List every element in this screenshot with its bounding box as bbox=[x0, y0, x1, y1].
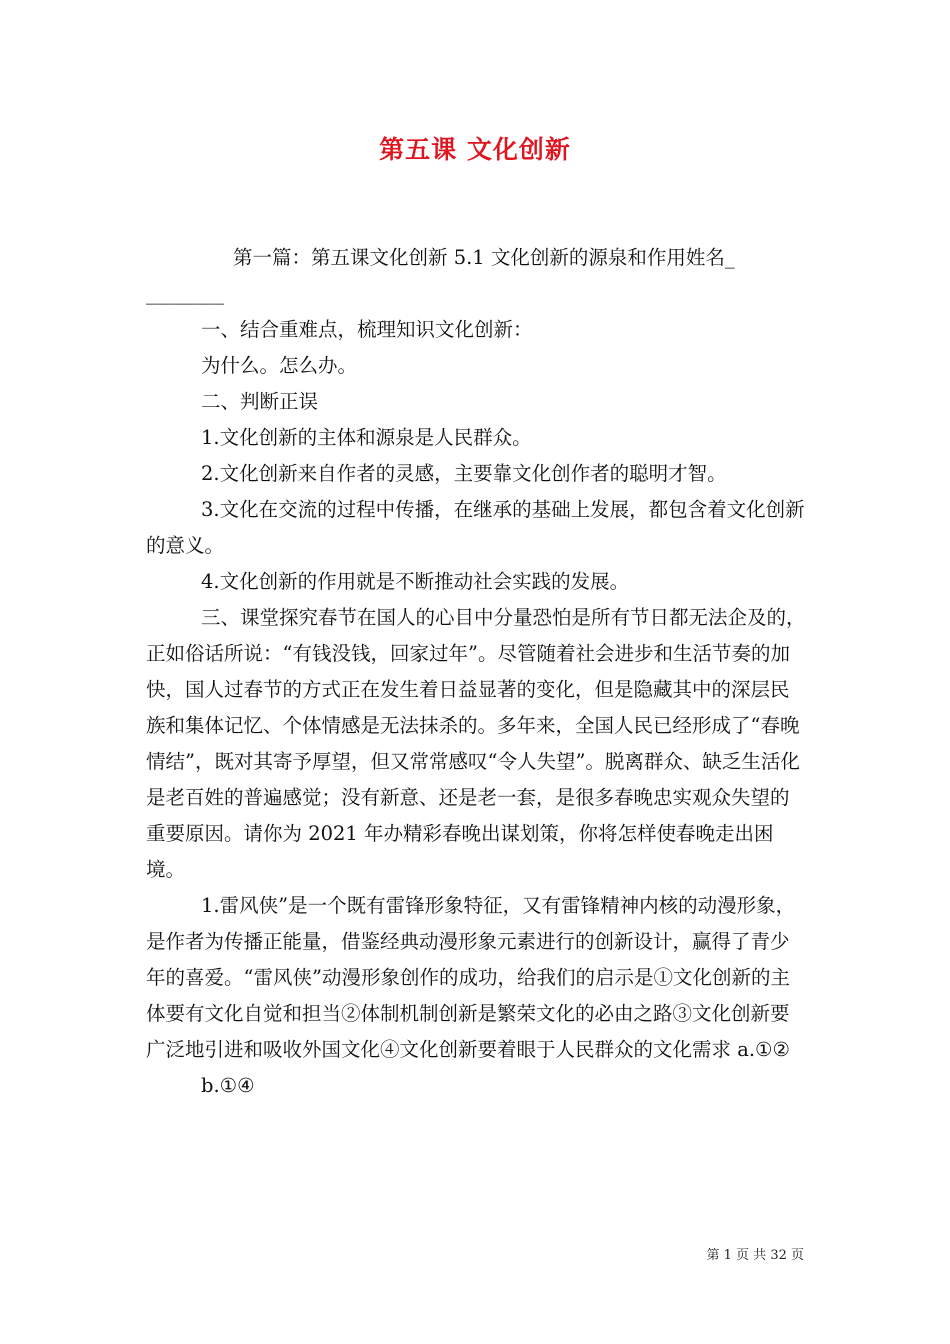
paragraph-section-three: 三、课堂探究春节在国人的心目中分量恐怕是所有节日都无法企及的，正如俗话所说：“有钱没钱，回家过年”。尽管随着社会进步和生活节奏的加快，国人过春节的方式正在发生着日益显著的变化，但是隐藏其中的深层民族和集体记忆、个体情感是无法抹杀的。多年来，全国人民已经形成了“春晚情结”，既对其寄予厚望，但又常常感叹“令人失望”。脱离群众、缺乏生活化是老百姓的普遍感觉；没有新意、还是老一套，是很多春晚忠实观众失望的重要原因。请你为 2021 年办精彩春晚出谋划策，你将怎样使春晚走出困境。 bbox=[146, 606, 806, 881]
paragraph-why-how: 为什么。怎么办。 bbox=[201, 354, 358, 377]
paragraph-item-4: 4.文化创新的作用就是不断推动社会实践的发展。 bbox=[201, 570, 630, 593]
paragraph-question-1: 1.雷风侠”是一个既有雷锋形象特征，又有雷锋精神内核的动漫形象，是作者为传播正能量，借鉴经典动漫形象元素进行的创新设计，赢得了青少年的喜爱。“雷风侠”动漫形象创作的成功，给我们的启示是①文化创新的主体要有文化自觉和担当②体制机制创新是繁荣文化的必由之路③文化创新要广泛地引进和吸收外国文化④文化创新要着眼于人民群众的文化需求 a.①② bbox=[146, 894, 796, 1061]
paragraph-option-b: b.①④ bbox=[201, 1074, 255, 1097]
paragraph-item-2: 2.文化创新来自作者的灵感，主要靠文化创作者的聪明才智。 bbox=[201, 462, 727, 485]
document-title: 第五课 文化创新 bbox=[379, 135, 571, 164]
paragraph-item-3: 3.文化在交流的过程中传播，在继承的基础上发展，都包含着文化创新的意义。 bbox=[146, 498, 805, 557]
paragraph-section-two: 二、判断正误 bbox=[201, 390, 319, 413]
paragraph-item-1: 1.文化创新的主体和源泉是人民群众。 bbox=[201, 426, 532, 449]
paragraph-section-one: 一、结合重难点，梳理知识文化创新： bbox=[201, 318, 533, 341]
page-number: 第 1 页 共 32 页 bbox=[706, 1248, 804, 1263]
paragraph-intro: 第一篇：第五课文化创新 5.1 文化创新的源泉和作用姓名_ ________ bbox=[146, 246, 735, 305]
document-body bbox=[146, 240, 806, 1104]
